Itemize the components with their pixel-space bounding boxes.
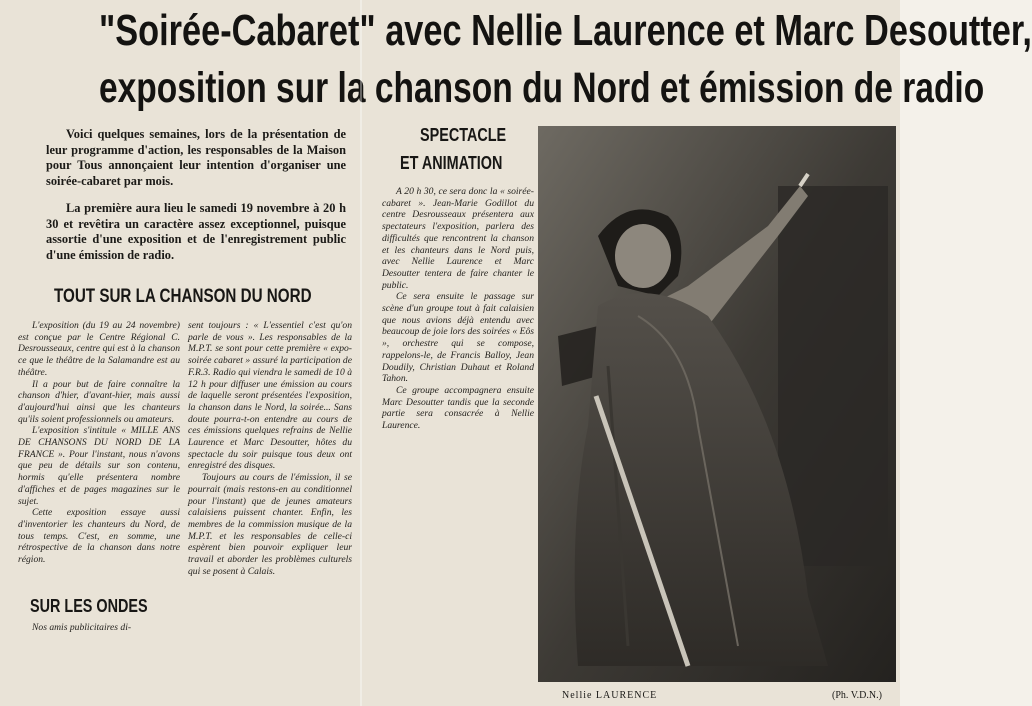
- intro-text-1: Voici quelques semaines, lors de la présentation de leur programme d'action, les responsables de la Maison pour Tous annonçaient leur intention d'organiser une soirée-cabaret par mois.: [46, 127, 346, 189]
- paragraph: Ce groupe accompagnera ensuite Marc Desoutter tandis que la seconde partie sera consacrée à Nellie Laurence.: [382, 384, 534, 432]
- article-column-2: [188, 320, 352, 577]
- paragraph: sent toujours : « L'essentiel c'est qu'on parle de vous ». Les responsables de la M.P.T. se sont pour cette première « expo-soirée cabaret » assuré la participation de F.R.3. Radio qui viendra le samedi de 10 à 12 h pour diffuser une émission au cours de laquelle seront présentées l'exposition, la chanson dans le Nord, la soirée... Sans doute pourra-t-on entendre au cours de ces émissions quelques refrains de Nellie Laurence et Marc Desoutter, hôtes du spectacle du soir puisque tous deux ont enregistré des disques.: [188, 320, 352, 472]
- intro-paragraph-1: [46, 127, 346, 190]
- paragraph: Il a pour but de faire connaître la chanson d'hier, d'avant-hier, mais aussi d'aujourd'hui ainsi que les chanteurs qu'ils soient professionnels ou amateurs.: [18, 378, 180, 425]
- paragraph: A 20 h 30, ce sera donc la « soirée-cabaret ». Jean-Marie Godillot du centre Desrousseaux présentera aux spectateurs l'exposition, parlera des difficultés que rencontrent la chanson et les chanteurs dans le Nord puis, avec Nellie Laurence et Marc Desoutter tentera de faire chanter le public.: [382, 186, 534, 291]
- singer-photo-illustration: [538, 126, 896, 682]
- article-ondes-text: [18, 622, 180, 634]
- intro-paragraph-2: [46, 201, 346, 264]
- intro-text-2: La première aura lieu le samedi 19 novembre à 20 h 30 et revêtira un caractère assez exceptionnel, puisque assortie d'une exposition et de l'enregistrement public d'une émission de radio.: [46, 201, 346, 263]
- section-title-ondes: SUR LES ONDES: [30, 596, 148, 616]
- photo-caption-name: Nellie LAURENCE: [562, 690, 658, 701]
- paper-fold-line: [360, 0, 362, 706]
- paragraph: Cette exposition essaye aussi d'inventorier les chanteurs du Nord, de tous temps. C'est, en somme, une rétrospective de la chanson dans notre région.: [18, 507, 180, 566]
- section-title-chanson: TOUT SUR LA CHANSON DU NORD: [54, 286, 312, 307]
- paragraph: Ce sera ensuite le passage sur scène d'un groupe tout à fait calaisien que nous avions déjà entendu avec beaucoup de joie lors des soirées « Eôs », orchestre qui se compose, rappelons-le, de Francis Balloy, Jean Doudily, Christian Duhaut et Roland Tahon.: [382, 291, 534, 385]
- article-column-1: [18, 320, 180, 566]
- photo-caption-credit: (Ph. V.D.N.): [832, 690, 882, 701]
- paragraph: L'exposition s'intitule « MILLE ANS DE CHANSONS DU NORD DE LA FRANCE ». Pour l'instant, nous n'avons que peu de détails sur son contenu, hormis qu'elle présentera nombre d'affiches et de pages magazines sur le sujet.: [18, 425, 180, 507]
- paragraph: L'exposition (du 19 au 24 novembre) est conçue par le Centre Régional C. Desrousseaux, centre qui est à la chanson ce que le théâtre de la Salamandre est au théâtre.: [18, 320, 180, 378]
- article-column-3: [382, 186, 534, 432]
- section-title-animation: ET ANIMATION: [400, 153, 503, 173]
- paragraph: Toujours au cours de l'émission, il se pourrait (mais restons-en au conditionnel pour l'instant) que de jeunes amateurs calaisiens puissent chanter. Enfin, les membres de la commission musique de la M.P.T. et les responsables de celle-ci espèrent bien pouvoir expliquer leur travail et aborder les problèmes culturels qui se posent à Calais.: [188, 472, 352, 577]
- section-title-spectacle: SPECTACLE: [420, 125, 507, 145]
- headline-line-2: exposition sur la chanson du Nord et émission de radio: [99, 64, 985, 112]
- singer-photo: [538, 126, 896, 682]
- paragraph: Nos amis publicitaires di-: [32, 622, 132, 633]
- headline-line-1: "Soirée-Cabaret" avec Nellie Laurence et Marc Desoutter,: [99, 6, 1032, 55]
